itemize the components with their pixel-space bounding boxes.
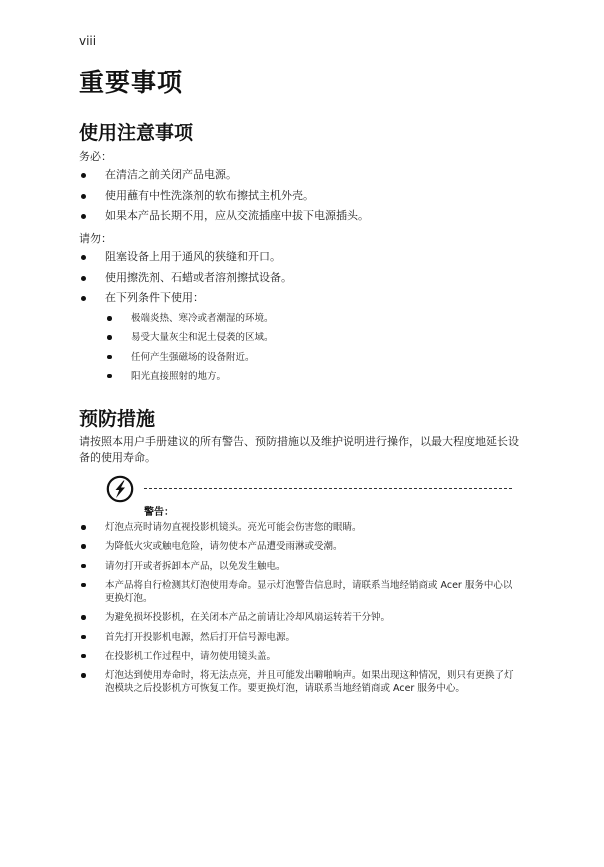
warning-title: 警告： xyxy=(144,507,174,518)
list-item xyxy=(79,271,292,292)
list-item-text: 在投影机工作过程中，请勿使用镜头盖。 xyxy=(105,650,277,662)
list-item-text: 使用蘸有中性洗涤剂的软布擦拭主机外壳。 xyxy=(105,188,314,202)
page-title: 重要事项 xyxy=(79,68,184,97)
list-item-text: 在下列条件下使用： xyxy=(105,291,204,304)
list-item-text: 首先打开投影机电源，然后打开信号源电源。 xyxy=(105,631,296,643)
list-item-text: 使用擦洗剂、石蜡或者溶剂擦拭设备。 xyxy=(105,270,292,284)
bullet-icon xyxy=(107,335,112,340)
list-item-text: 极端炎热、寒冷或者潮湿的环境。 xyxy=(131,313,274,324)
bullet-icon xyxy=(81,255,86,260)
bullet-icon xyxy=(81,673,86,678)
warnings-list xyxy=(79,521,519,702)
must-label: 务必： xyxy=(79,150,112,163)
list-item xyxy=(79,611,519,624)
list-item xyxy=(105,370,274,389)
bullet-icon xyxy=(81,615,86,620)
must-list xyxy=(79,168,369,230)
bullet-icon xyxy=(81,173,86,178)
list-item-text: 易受大量灰尘和泥土侵袭的区域。 xyxy=(131,332,274,344)
list-item xyxy=(79,209,369,230)
list-item xyxy=(105,331,274,350)
bullet-icon xyxy=(81,276,86,281)
list-item xyxy=(79,189,369,210)
list-item xyxy=(79,540,519,553)
usage-heading: 使用注意事项 xyxy=(79,122,194,144)
list-item-text: 灯泡达到使用寿命时，将无法点亮，并且可能发出噼啪响声。如果出现这种情况，则只有更换了灯泡模块之后投影机方可恢复工作。要更换灯泡，请联系当地经销商或 Acer 服务中心。 xyxy=(105,670,514,695)
bullet-icon xyxy=(81,564,86,569)
list-item-text: 为降低火灾或触电危险，请勿使本产品遭受雨淋或受潮。 xyxy=(105,541,343,553)
list-item xyxy=(79,168,369,189)
bullet-icon xyxy=(81,635,86,640)
bullet-icon xyxy=(81,583,86,588)
list-item xyxy=(79,650,519,663)
warning-divider xyxy=(144,488,512,489)
list-item xyxy=(79,291,292,312)
precautions-paragraph: 请按照本用户手册建议的所有警告、预防措施以及维护说明进行操作，以最大程度地延长设备的使用寿命。 xyxy=(79,435,519,464)
page-number: viii xyxy=(79,34,97,48)
list-item xyxy=(79,521,519,534)
list-item-text: 阻塞设备上用于通风的狭缝和开口。 xyxy=(105,250,281,263)
list-item-text: 灯泡点亮时请勿直视投影机镜头。亮光可能会伤害您的眼睛。 xyxy=(105,522,362,533)
list-item-text: 阳光直接照射的地方。 xyxy=(131,370,227,382)
list-item xyxy=(79,560,519,573)
precautions-heading: 预防措施 xyxy=(79,408,156,430)
bullet-icon xyxy=(81,194,86,199)
bullet-icon xyxy=(81,296,86,301)
list-item xyxy=(105,312,274,331)
bullet-icon xyxy=(81,214,86,219)
list-item xyxy=(79,250,292,271)
list-item xyxy=(79,631,519,644)
bullet-icon xyxy=(81,525,86,530)
list-item-text: 在清洁之前关闭产品电源。 xyxy=(105,168,237,181)
bullet-icon xyxy=(107,355,112,360)
dont-label: 请勿： xyxy=(79,232,112,245)
list-item-text: 为避免损坏投影机，在关闭本产品之前请让冷却风扇运转若干分钟。 xyxy=(105,612,391,624)
list-item xyxy=(79,669,519,695)
list-item-text: 如果本产品长期不用，应从交流插座中拔下电源插头。 xyxy=(105,209,369,222)
bullet-icon xyxy=(107,316,112,321)
list-item-text: 请勿打开或者拆卸本产品，以免发生触电。 xyxy=(105,560,286,572)
list-item xyxy=(79,579,519,605)
list-item xyxy=(105,351,274,370)
dont-list xyxy=(79,250,292,312)
conditions-list xyxy=(105,312,274,389)
list-item-text: 本产品将自行检测其灯泡使用寿命。显示灯泡警告信息时，请联系当地经销商或 Acer 服务中心以更换灯泡。 xyxy=(105,579,513,605)
bullet-icon xyxy=(107,374,112,379)
bullet-icon xyxy=(81,544,86,549)
warning-lightning-icon xyxy=(106,475,134,503)
bullet-icon xyxy=(81,654,86,659)
list-item-text: 任何产生强磁场的设备附近。 xyxy=(131,351,255,363)
